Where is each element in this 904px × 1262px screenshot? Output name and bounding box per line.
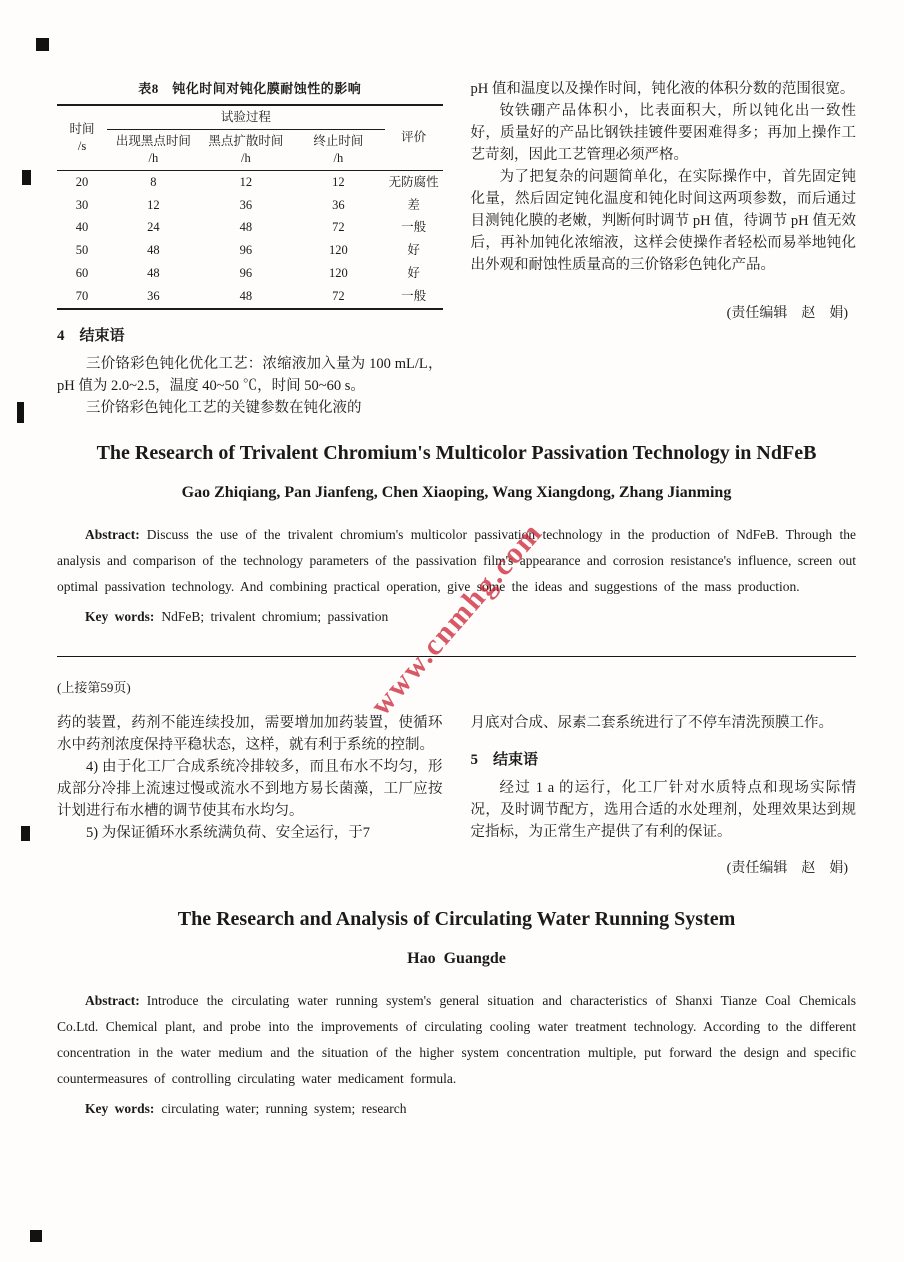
table-row (57, 170, 443, 193)
cell: 无防腐性 (388, 174, 439, 189)
scan-artifact (17, 402, 24, 423)
table-row (57, 239, 443, 262)
paragraph-cn: 经过 1 a 的运行，化工厂针对水质特点和现场实际情况，及时调节配方，选用合适的水处理剂，处理效果达到规定指标，为正常生产提供了有利的保证。 (470, 779, 856, 840)
authors-line: Hao Guangde (407, 949, 506, 967)
keywords-label: Key words: (85, 608, 155, 624)
authors-line: Gao Zhiqiang, Pan Jianfeng, Chen Xiaoping, Wang Xiangdong, Zhang Jianming (181, 483, 732, 501)
abstract-text: Discuss the use of the trivalent chromium's multicolor passivation technology in the production of NdFeB. Through the analysis and comparison of the technology parameters of the passivation film's appearance and corrosion resistance's influence, screen out optimal passivation technology. And combining practical operation, give some the ideas and suggestions of the mass production. (57, 526, 856, 594)
keywords-line (57, 1096, 856, 1122)
table-row (57, 216, 443, 239)
subheader-title: 出现黑点时间 (115, 133, 191, 148)
middle-right-column (471, 712, 857, 877)
cell: 48 (239, 220, 253, 235)
middle-left-column (57, 712, 443, 877)
cell: 60 (75, 266, 89, 281)
cell: 50 (75, 243, 89, 258)
table-8 (57, 104, 443, 310)
continued-note: (上接第59页) (57, 679, 131, 695)
cell: 一般 (401, 220, 427, 235)
keywords-text: circulating water; running system; research (161, 1100, 407, 1116)
abstract-text: Introduce the circulating water running system's general situation and characteristics of Shanxi Tianze Coal Chemicals Co.Ltd. Chemical plant, and probe into the improvements of circulating cooling water treatment technology. According to the different concentration in the water medium and the situation of the higher system concentration multiple, put forward the design and specific countermeasures of controlling circulating water medicament formula. (57, 992, 856, 1086)
top-section (0, 78, 904, 419)
cell: 12 (239, 174, 253, 189)
cell: 72 (332, 289, 345, 303)
table-header-eval: 评价 (385, 105, 443, 170)
cell: 一般 (401, 289, 427, 303)
cell: 12 (332, 174, 345, 189)
cell: 36 (239, 197, 253, 212)
keywords-text: NdFeB; trivalent chromium; passivation (161, 608, 389, 624)
cell: 120 (329, 266, 348, 281)
table-row (57, 285, 443, 309)
cell: 好 (407, 243, 420, 258)
scan-artifact (22, 170, 31, 185)
cell: 40 (75, 220, 89, 235)
table-subheader (200, 129, 293, 170)
scan-artifact (36, 38, 49, 51)
section-heading-5: 5 结束语 (470, 751, 539, 768)
keywords-line (57, 604, 856, 630)
table-subheader (107, 129, 200, 170)
table-caption: 表8 钝化时间对钝化膜耐蚀性的影响 (138, 81, 362, 96)
paper-title: The Research of Trivalent Chromium's Multicolor Passivation Technology in NdFeB (96, 441, 817, 464)
cell: 12 (147, 197, 160, 212)
paragraph-cn: 三价铬彩色钝化工艺的关键参数在钝化液的 (86, 399, 362, 416)
section-heading-4: 4 结束语 (57, 327, 125, 344)
cell: 20 (75, 174, 89, 189)
cell: 好 (407, 266, 420, 281)
subheader-title: 黑点扩散时间 (208, 133, 284, 148)
cell: 36 (332, 197, 345, 212)
english-section-2 (0, 905, 904, 1122)
cell: 24 (147, 220, 160, 235)
cell: 96 (239, 243, 253, 258)
cell: 48 (239, 289, 253, 303)
cell: 96 (239, 266, 253, 281)
abstract-label: Abstract: (85, 992, 140, 1008)
table-row (57, 194, 443, 217)
subheader-unit: /h (241, 150, 251, 165)
header-title: 时间 (69, 121, 95, 136)
english-section-1 (0, 439, 904, 630)
cell: 70 (75, 289, 89, 303)
section-divider (57, 656, 856, 657)
paragraph-cn: 4) 由于化工厂合成系统冷排较多，而且布水不均匀，形成部分冷排上流速过慢或流水不到地方易长菌藻，工厂应按计划进行布水槽的调节使其布水均匀。 (57, 758, 443, 819)
paper-title: The Research and Analysis of Circulating Water Running System (177, 907, 736, 930)
abstract-paragraph (57, 988, 856, 1092)
subheader-title: 终止时间 (313, 133, 364, 148)
cell: 120 (329, 243, 348, 258)
cell: 72 (332, 220, 345, 235)
continued-wrapper (0, 677, 904, 696)
keywords-label: Key words: (85, 1100, 155, 1116)
scan-artifact (30, 1230, 42, 1242)
cell: 48 (147, 266, 160, 281)
subheader-unit: /h (148, 150, 159, 165)
paragraph-cn: 三价铬彩色钝化优化工艺：浓缩液加入量为 100 mL/L，pH 值为 2.0~2.5，温度 40~50 ℃，时间 50~60 s。 (57, 355, 443, 394)
cell: 36 (147, 289, 160, 303)
table-subheader (292, 129, 385, 170)
cell: 8 (150, 174, 157, 189)
top-right-column (471, 78, 857, 419)
table-row (57, 262, 443, 285)
editor-note: (责任编辑 赵 娟) (726, 860, 848, 876)
abstract-paragraph (57, 522, 856, 600)
table-header-time (57, 105, 107, 170)
scan-artifact (21, 826, 30, 841)
subheader-unit: /h (333, 150, 344, 165)
paragraph-cn: 药的装置，药剂不能连续投加，需要增加加药装置，使循环水中药剂浓度保持平稳状态，这样，就有利于系统的控制。 (57, 714, 443, 753)
cell: 30 (75, 197, 89, 212)
cell: 48 (147, 243, 160, 258)
paragraph-cn: 5) 为保证循环水系统满负荷、安全运行，于7 (86, 824, 370, 841)
paragraph-cn: 月底对合成、尿素二套系统进行了不停车清洗预膜工作。 (470, 714, 833, 731)
editor-note: (责任编辑 赵 娟) (726, 306, 848, 321)
top-left-column (57, 78, 443, 419)
site-watermark: www.cnmhg.com (364, 515, 550, 722)
middle-section (0, 712, 904, 877)
paragraph-cn: 为了把复杂的问题简单化，在实际操作中，首先固定钝化量，然后固定钝化温度和钝化时间这两项参数，而后通过目测钝化膜的老嫩，判断何时调节 pH 值，待调节 pH 值无效后，再补加钝化浓缩液，这样会使操作者轻松而易举地钝化出外观和耐蚀性质量高的三价铬彩色钝化产品。 (470, 169, 856, 273)
header-unit: /s (77, 138, 87, 153)
cell: 差 (407, 197, 420, 212)
paragraph-cn: 钕铁硼产品体积小，比表面积大，所以钝化出一致性好，质量好的产品比钢铁挂镀件要困难得多；再加上操作工艺苛刻，因此工艺管理必须严格。 (470, 103, 856, 163)
paragraph-cn: pH 值和温度以及操作时间，钝化液的体积分数的范围很宽。 (470, 81, 855, 97)
table-header-group: 试验过程 (107, 105, 385, 129)
abstract-label: Abstract: (85, 526, 140, 542)
